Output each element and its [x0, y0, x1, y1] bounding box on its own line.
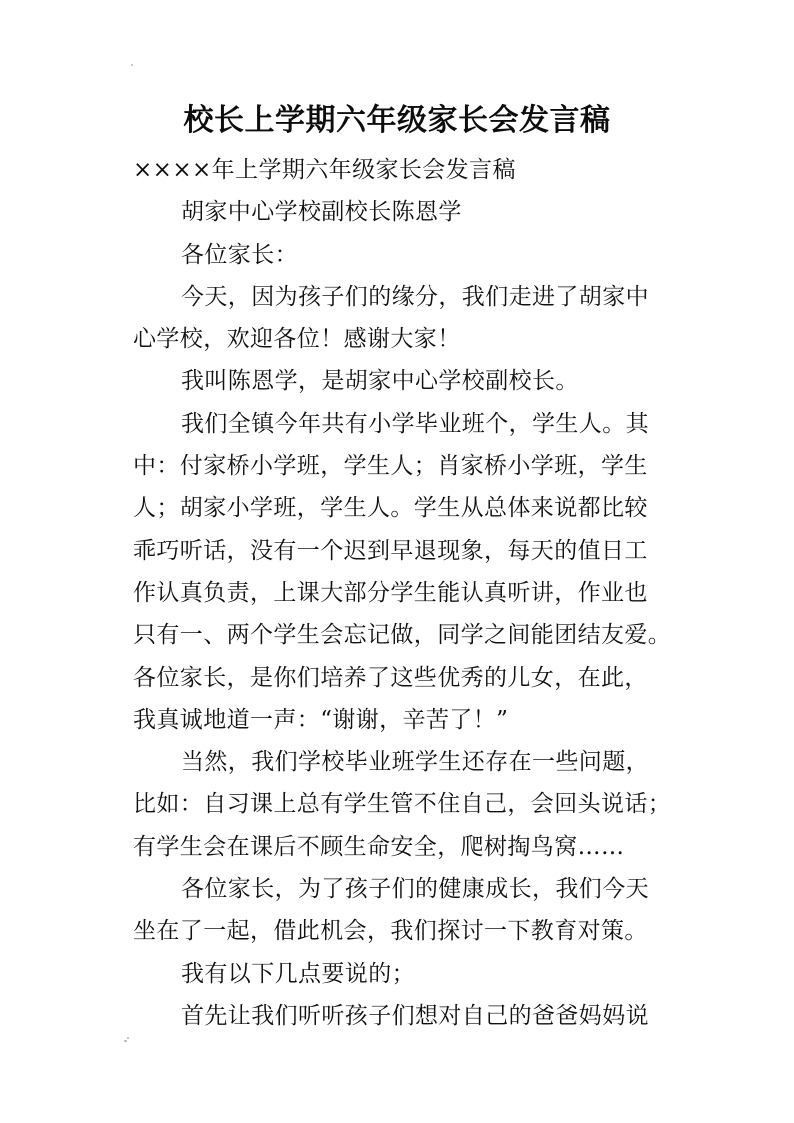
paragraph-line: 比如：自习课上总有学生管不住自己，会回头说话；: [133, 791, 672, 818]
scan-speck: [131, 64, 133, 66]
scan-speck: [124, 1040, 127, 1042]
paragraph-line: 当然，我们学校毕业班学生还存在一些问题，: [181, 749, 649, 776]
paragraph-line: 人；胡家小学班，学生人。学生从总体来说都比较: [133, 495, 648, 522]
paragraph-line: 我真诚地道一声：“谢谢，辛苦了！”: [133, 706, 509, 733]
paragraph-line: 作认真负责，上课大部分学生能认真听讲，作业也: [133, 579, 648, 606]
paragraph-line: 乖巧听话，没有一个迟到早退现象，每天的值日工: [133, 537, 648, 564]
paragraph-line: 坐在了一起，借此机会，我们探讨一下教育对策。: [133, 918, 648, 945]
paragraph-line: 我有以下几点要说的；: [181, 960, 415, 987]
paragraph-line: 各位家长，为了孩子们的健康成长，我们今天: [181, 876, 649, 903]
document-body: [133, 149, 673, 1037]
author-line: 胡家中心学校副校长陈恩学: [181, 199, 462, 226]
paragraph-line: 今天，因为孩子们的缘分，我们走进了胡家中: [181, 283, 649, 310]
document-title: 校长上学期六年级家长会发言稿: [183, 103, 611, 138]
paragraph-line: 我们全镇今年共有小学毕业班个，学生人。其: [181, 410, 649, 437]
paragraph-line: 我叫陈恩学，是胡家中心学校副校长。: [181, 368, 579, 395]
subtitle-line: ××××年上学期六年级家长会发言稿: [133, 157, 516, 183]
paragraph-line: 首先让我们听听孩子们想对自己的爸爸妈妈说: [181, 1002, 649, 1029]
paragraph-line: 有学生会在课后不顾生命安全，爬树掏鸟窝……: [133, 833, 625, 860]
paragraph-line: 各位家长，是你们培养了这些优秀的儿女，在此，: [133, 664, 648, 691]
paragraph-line: 只有一、两个学生会忘记做，同学之间能团结友爱。: [133, 622, 672, 649]
paragraph-line: 中：付家桥小学班，学生人；肖家桥小学班，学生: [133, 453, 648, 480]
scan-speck: [127, 1037, 129, 1039]
paragraph-line: 心学校，欢迎各位！感谢大家！: [133, 326, 461, 353]
salutation-line: 各位家长：: [181, 241, 298, 268]
